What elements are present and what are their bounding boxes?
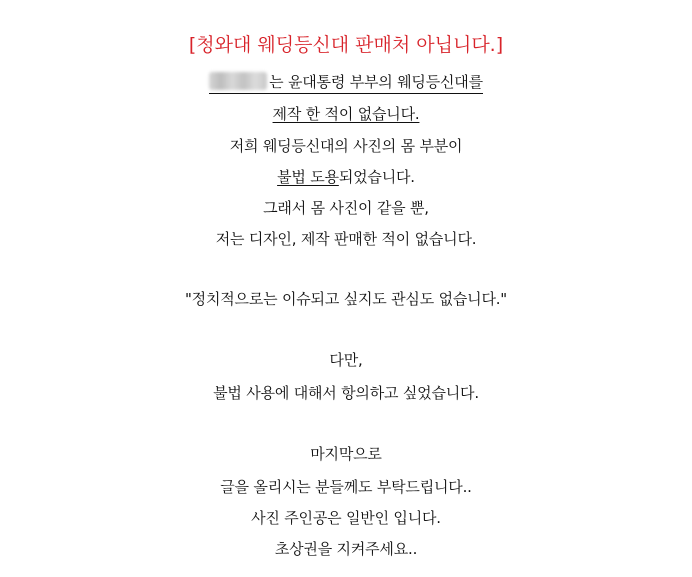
notice-line-6: 저는 디자인, 제작 판매한 적이 없습니다.: [215, 230, 477, 248]
notice-line-12: 사진 주인공은 일반인 입니다.: [251, 509, 441, 527]
notice-line-11: 글을 올리시는 분들께도 부탁드립니다..: [220, 478, 472, 496]
line-4-underlined-text: 불법 도용: [277, 168, 339, 186]
line-1-text: 는 윤대통령 부부의 웨딩등신대를: [269, 73, 483, 91]
line-2-text: 제작 한 적이 없습니다.: [272, 105, 420, 123]
notice-line-8: 다만,: [329, 351, 363, 369]
notice-line-13: 초상권을 지켜주세요..: [274, 540, 418, 558]
notice-line-5: 그래서 몸 사진이 같을 뿐,: [263, 199, 429, 217]
line-4-rest-text: 되었습니다.: [338, 168, 415, 186]
underlined-statement: [209, 72, 483, 94]
notice-title: [청와대 웨딩등신대 판매처 아닙니다.]: [188, 34, 504, 56]
blurred-name-redaction: [209, 72, 267, 90]
notice-line-2: [0, 104, 692, 124]
notice-line-10: 마지막으로: [310, 445, 382, 463]
notice-line-7-quote: "정치적으로는 이슈되고 싶지도 관심도 없습니다.": [184, 290, 508, 308]
notice-line-3: 저희 웨딩등신대의 사진의 몸 부분이: [229, 137, 463, 155]
notice-line-1: [0, 72, 692, 94]
notice-line-4: [0, 167, 692, 187]
notice-line-9: 불법 사용에 대해서 항의하고 싶었습니다.: [213, 384, 479, 402]
